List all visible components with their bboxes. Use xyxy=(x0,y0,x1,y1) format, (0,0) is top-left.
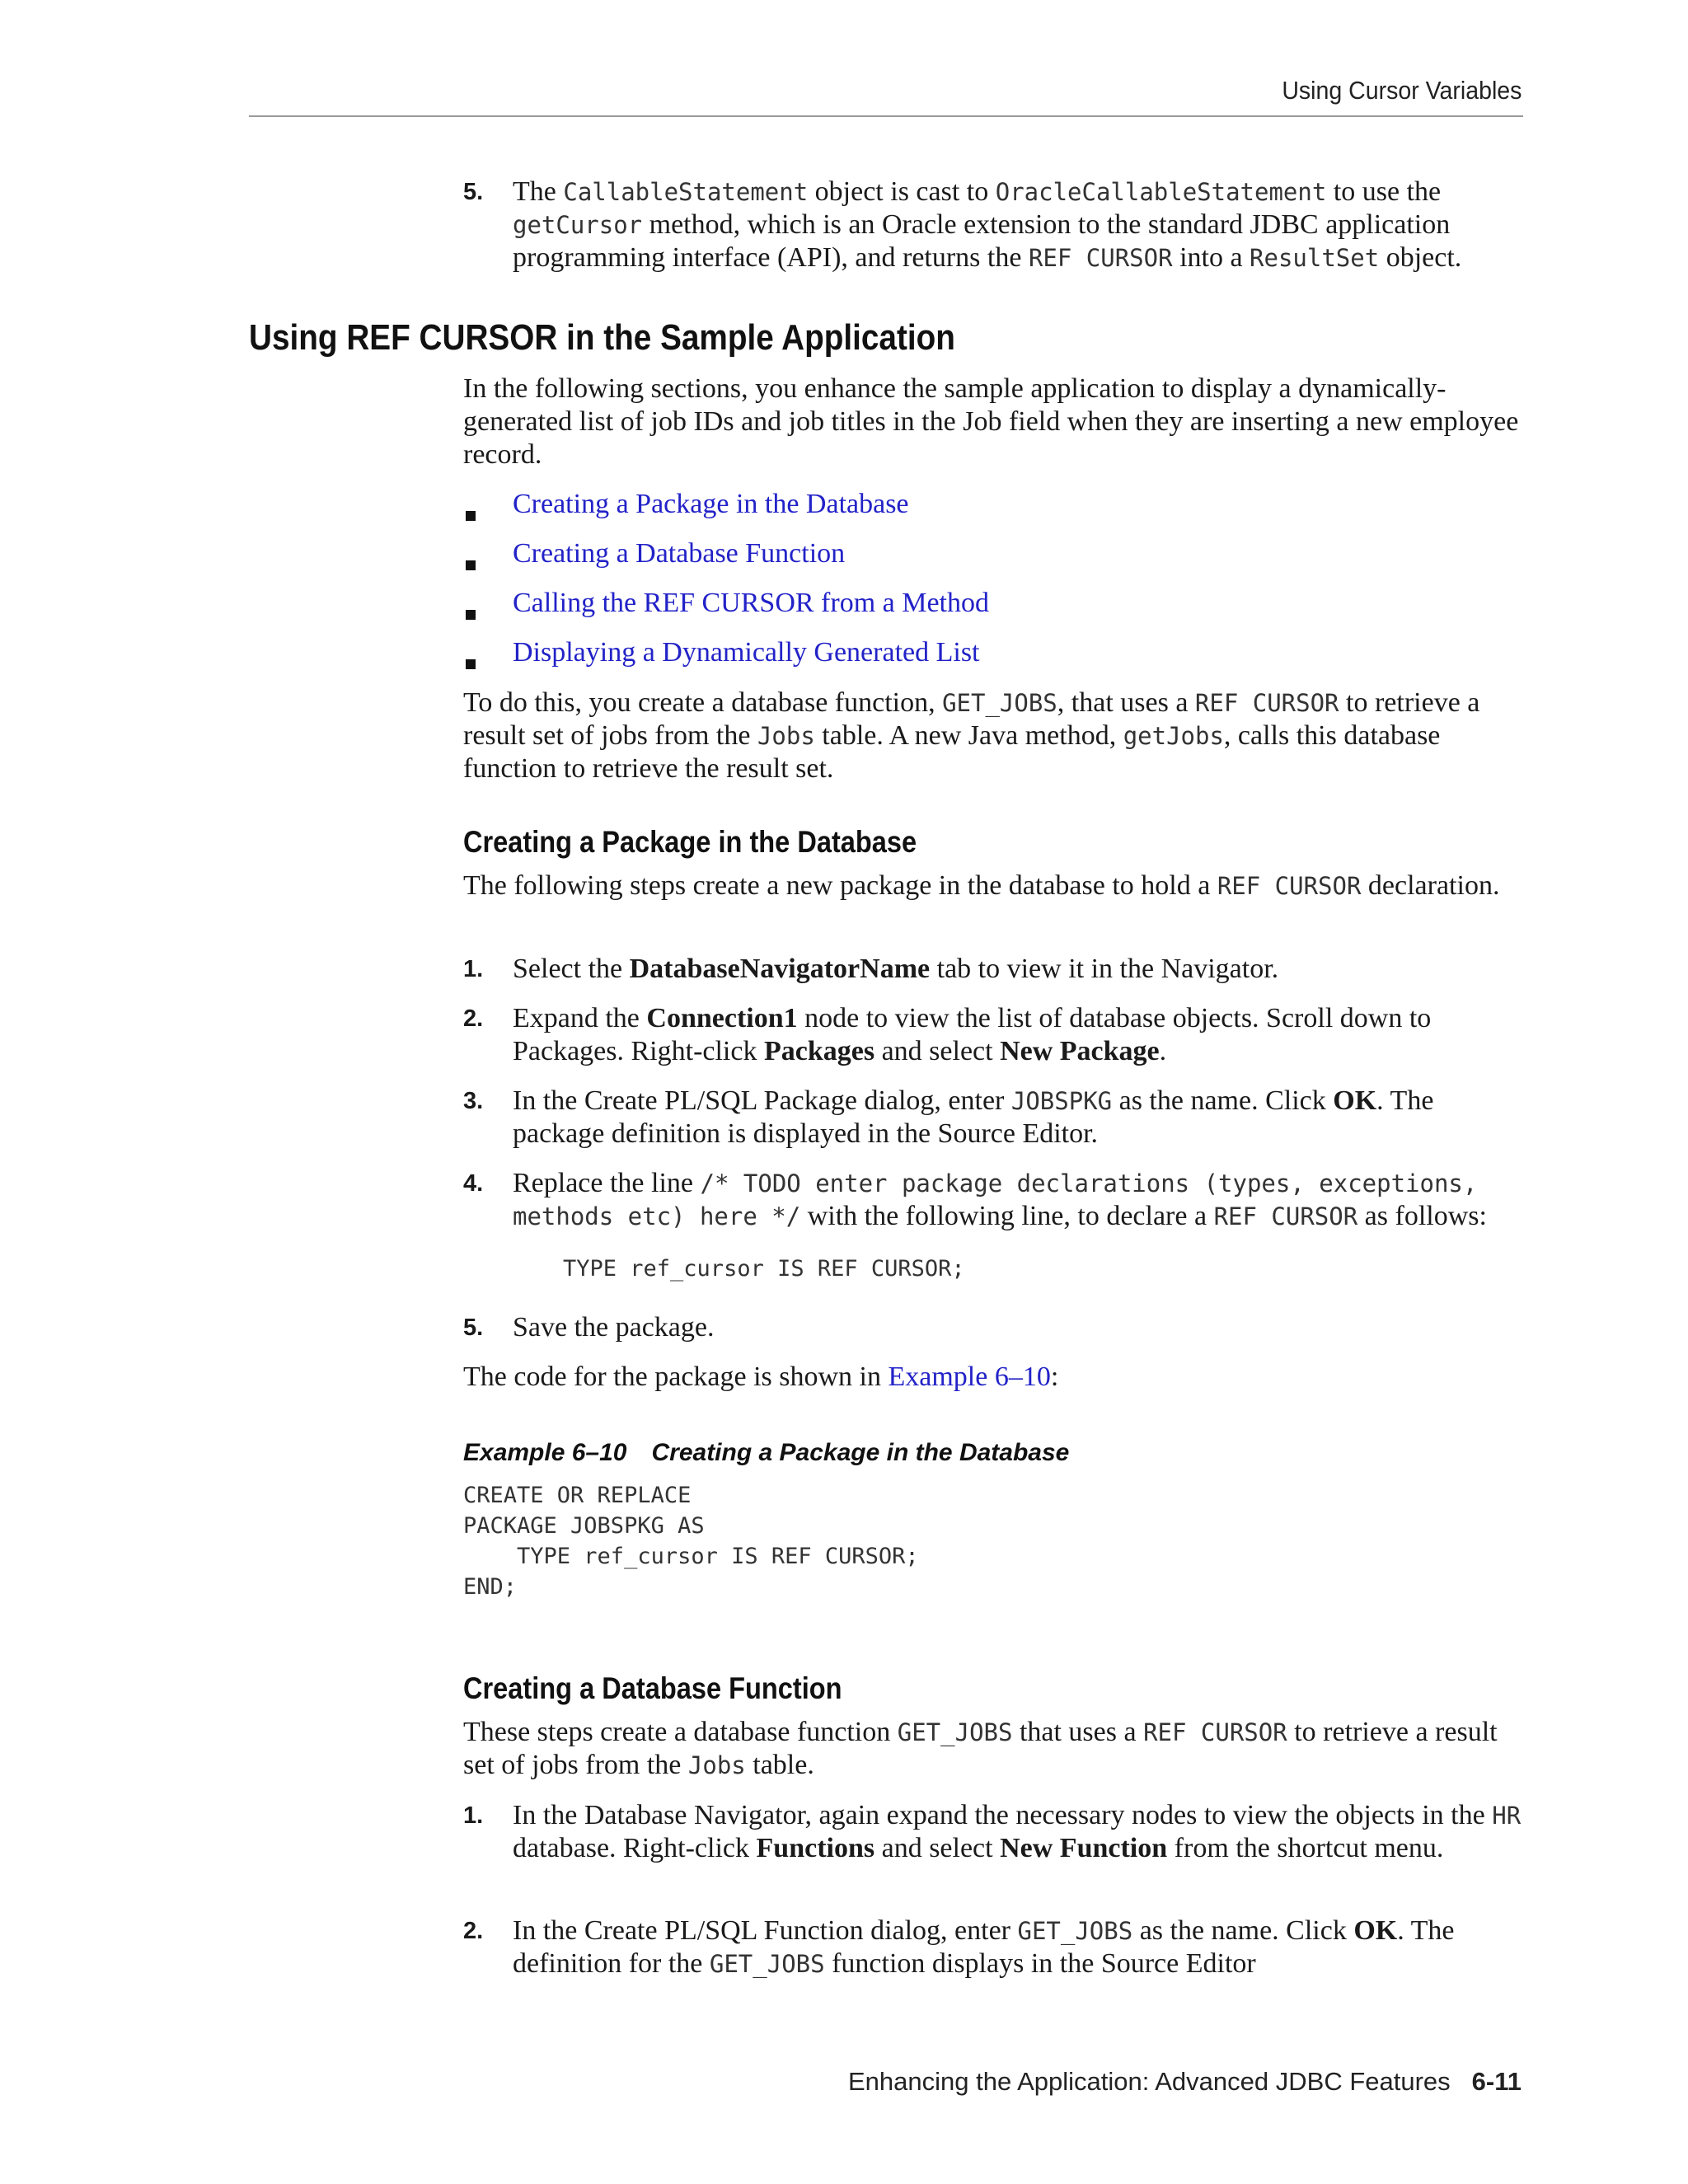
example-link[interactable]: Example 6–10 xyxy=(888,1361,1051,1392)
footer-chapter-title: Enhancing the Application: Advanced JDBC Features xyxy=(847,2067,1451,2096)
link-dynamic-list[interactable]: Displaying a Dynamically Generated List xyxy=(513,637,980,668)
step-text: In the Create PL/SQL Function dialog, enter GET_JOBS as the name. Click OK. The definition for the GET_JOBS function displays in the Source Editor xyxy=(513,1915,1455,1979)
step-text: In the Create PL/SQL Package dialog, enter JOBSPKG as the name. Click OK. The package definition is displayed in the Source Editor. xyxy=(513,1085,1434,1149)
step-number: 5. xyxy=(463,179,484,205)
bullet-icon xyxy=(466,560,476,570)
code-snippet: TYPE ref_cursor IS REF CURSOR; xyxy=(563,1256,965,1282)
bullet-icon xyxy=(466,659,476,669)
link-function[interactable]: Creating a Database Function xyxy=(513,538,846,569)
link-package[interactable]: Creating a Package in the Database xyxy=(513,489,909,519)
section-heading: Using REF CURSOR in the Sample Application xyxy=(249,317,955,358)
section-summary: To do this, you create a database function, GET_JOBS, that uses a REF CURSOR to retrieve a result set of jobs from the Jobs table. A new Java method, getJobs, calls this database function to retrieve the result set. xyxy=(463,687,1480,784)
step-text: In the Database Navigator, again expand the necessary nodes to view the objects in the HR database. Right-click Functions and select New Function from the shortcut menu. xyxy=(513,1800,1522,1863)
step-number: 1. xyxy=(463,1802,484,1829)
step-number: 5. xyxy=(463,1315,484,1341)
step-text: Select the DatabaseNavigatorName tab to view it in the Navigator. xyxy=(513,954,1279,984)
header-rule xyxy=(249,115,1523,117)
step-number: 3. xyxy=(463,1088,484,1114)
code-reference: The code for the package is shown in Example 6–10: xyxy=(463,1361,1059,1392)
page-number: 6-11 xyxy=(1471,2067,1522,2096)
step-number: 2. xyxy=(463,1005,484,1032)
step-text: Replace the line /* TODO enter package declarations (types, exceptions, methods etc) here */ with the following line, to declare a REF CURSOR as follows: xyxy=(513,1168,1487,1231)
package-intro: The following steps create a new package in the database to hold a REF CURSOR declaration. xyxy=(463,870,1500,901)
bullet-icon xyxy=(466,610,476,620)
step-text: Save the package. xyxy=(513,1312,715,1343)
running-header-title: Using Cursor Variables xyxy=(1281,76,1522,105)
function-subheading: Creating a Database Function xyxy=(463,1671,842,1705)
example-caption: Example 6–10 Creating a Package in the Database xyxy=(463,1439,1070,1466)
function-intro: These steps create a database function GET_JOBS that uses a REF CURSOR to retrieve a result set of jobs from the Jobs table. xyxy=(463,1717,1498,1780)
section-intro: In the following sections, you enhance the sample application to display a dynamically-generated list of job IDs and job titles in the Job field when they are inserting a new employee record. xyxy=(463,373,1519,470)
step-number: 1. xyxy=(463,956,484,982)
example-code-block: CREATE OR REPLACE PACKAGE JOBSPKG AS TYPE ref_cursor IS REF CURSOR; END; xyxy=(463,1483,919,1600)
step-number: 4. xyxy=(463,1170,484,1197)
step-text: Expand the Connection1 node to view the list of database objects. Scroll down to Packages. Right-click Packages and select New Package. xyxy=(513,1003,1432,1066)
step-number: 2. xyxy=(463,1918,484,1944)
step-text: The CallableStatement object is cast to OracleCallableStatement to use the getCursor method, which is an Oracle extension to the standard JDBC application programming interface (API), and returns the REF CURSOR into a ResultSet object. xyxy=(513,176,1462,273)
package-subheading: Creating a Package in the Database xyxy=(463,825,917,859)
bullet-icon xyxy=(466,511,476,521)
page-footer xyxy=(848,2067,1522,2097)
link-refcursor-method[interactable]: Calling the REF CURSOR from a Method xyxy=(513,588,989,618)
